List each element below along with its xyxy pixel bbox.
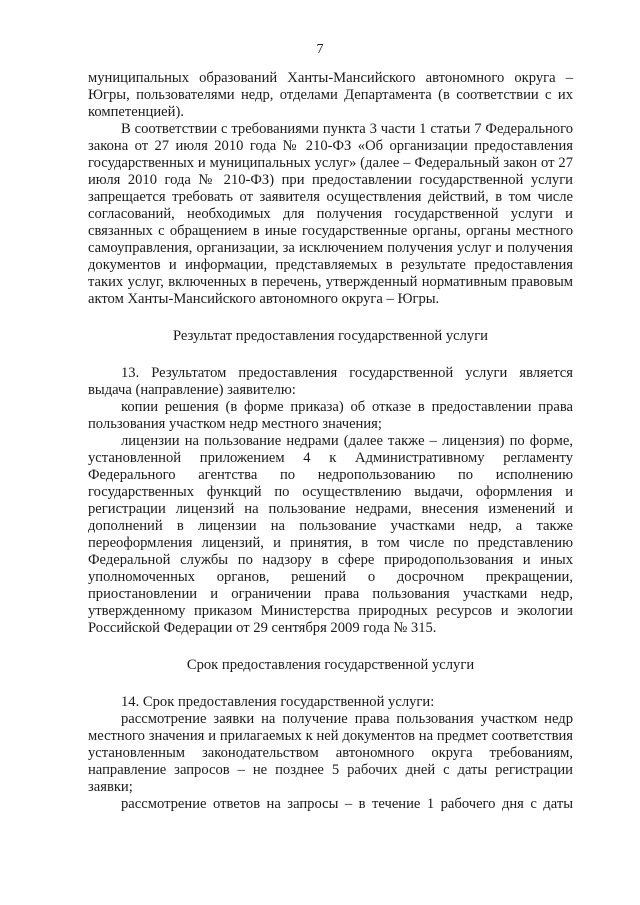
paragraph-continuation: муниципальных образований Ханты-Мансийского автономного округа – Югры, пользователями недр, отделами Департамента (в соответствии с их компетенцией). [88,70,573,120]
paragraph-responses-review: рассмотрение ответов на запросы – в течение 1 рабочего дня с даты [121,796,573,812]
paragraph-federal-law: В соответствии с требованиями пункта 3 части 1 статьи 7 Федерального закона от 27 июля 2010 года № 210-ФЗ «Об организации предоставления государственных и муниципальных услуг» (далее – Федеральный закон от 27 июля 2010 года № 210-ФЗ) при предоставлении государственной услуги запрещается требовать от заявителя осуществления действий, в том числе согласований, необходимых для получения государственной услуги и связанных с обращением в иные государственные органы, органы местного самоуправления, организации, за исключением получения услуг и получения документов и информации, представляемых в результате предоставления таких услуг, включенных в перечень, утвержденный нормативным правовым актом Ханты-Мансийского автономного округа – Югры. [88,121,573,307]
paragraph-refusal-copy: копии решения (в форме приказа) об отказе в предоставлении права пользования участком недр местного значения; [88,399,573,432]
document-body [88,70,573,813]
paragraph-13: 13. Результатом предоставления государственной услуги является выдача (направление) заявителю: [88,365,573,398]
section-heading-result: Результат предоставления государственной услуги [173,328,488,344]
section-heading-term: Срок предоставления государственной услуги [186,657,475,673]
paragraph-14: 14. Срок предоставления государственной услуги: [121,694,435,710]
page-number: 7 [316,42,324,57]
paragraph-application-review: рассмотрение заявки на получение права пользования участком недр местного значения и прилагаемых к ней документов на предмет соответствия установленным законодательством автономного округа требованиям, направление запросов – не позднее 5 рабочих дней с даты регистрации заявки; [88,711,573,795]
paragraph-license: лицензии на пользование недрами (далее также – лицензия) по форме, установленной приложением 4 к Административному регламенту Федерального агентства по недропользованию по исполнению государственных функций по осуществлению выдачи, оформления и регистрации лицензий на пользование недрами, внесения изменений и дополнений в лицензии на пользование участками недр, а также переоформления лицензий, и принятия, в том числе по представлению Федеральной службы по надзору в сфере природопользования и иных уполномоченных органов, решений о досрочном прекращении, приостановлении и ограничении права пользования участками недр, утвержденному приказом Министерства природных ресурсов и экологии Российской Федерации от 29 сентября 2009 года № 315. [88,433,573,636]
